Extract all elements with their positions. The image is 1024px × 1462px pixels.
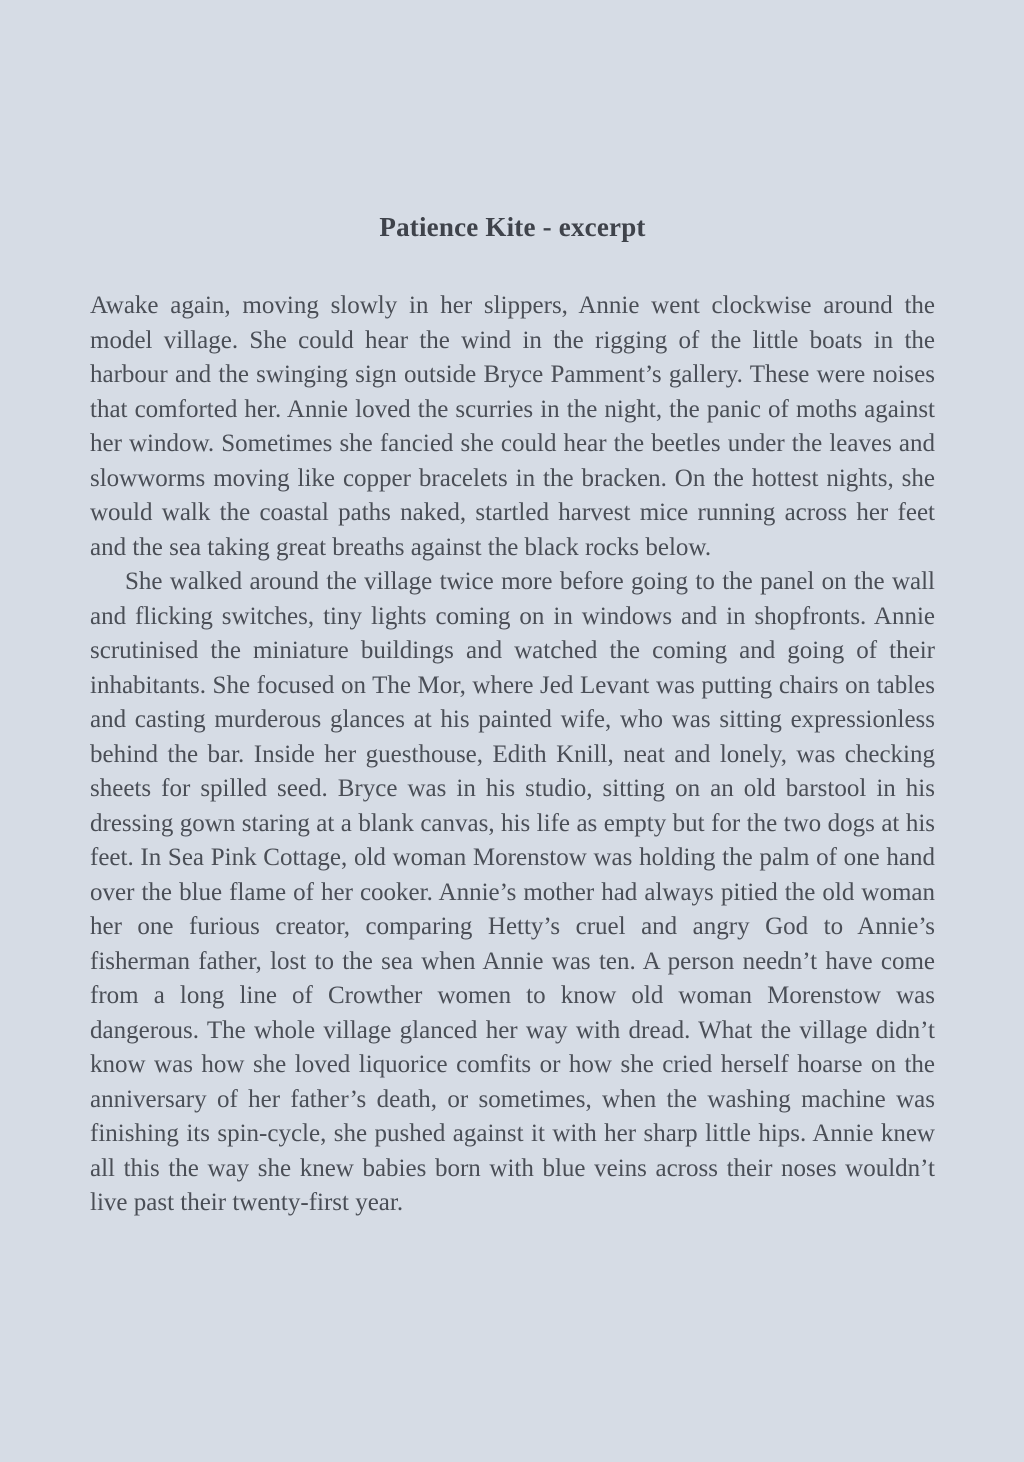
paragraph-2: She walked around the village twice more before going to the panel on the wall and flicking switches, tiny lights coming on in windows and in shopfronts. Annie scrutinised the miniature buildings and watched the coming and going of their inhabitants. She focused on The Mor, where Jed Levant was putting chairs on tables and casting murderous glances at his painted wife, who was sitting expressionless behind the bar. Inside her guesthouse, Edith Knill, neat and lonely, was checking sheets for spilled seed. Bryce was in his studio, sitting on an old barstool in his dressing gown staring at a blank canvas, his life as empty but for the two dogs at his feet. In Sea Pink Cottage, old woman Morenstow was holding the palm of one hand over the blue flame of her cooker. Annie’s mother had always pitied the old woman her one furious creator, comparing Hetty’s cruel and angry God to Annie’s fisherman father, lost to the sea when Annie was ten. A person needn’t have come from a long line of Crowther women to know old woman Morenstow was dangerous. The whole village glanced her way with dread. What the village didn’t know was how she loved liquorice comfits or how she cried herself hoarse on the anniversary of her father’s death, or sometimes, when the washing machine was finishing its spin-cycle, she pushed against it with her sharp little hips. Annie knew all this the way she knew babies born with blue veins across their noses wouldn’t live past their twenty-first year. — [90, 568, 935, 1216]
page-title: Patience Kite - excerpt — [379, 212, 646, 242]
paragraph-1: Awake again, moving slowly in her slippers, Annie went clockwise around the model village. She could hear the wind in the rigging of the little boats in the harbour and the swinging sign outside Bryce Pamment’s gallery. These were noises that comforted her. Annie loved the scurries in the night, the panic of moths against her window. Sometimes she fancied she could hear the beetles under the leaves and slowworms moving like copper bracelets in the bracken. On the hottest nights, she would walk the coastal paths naked, startled harvest mice running across her feet and the sea taking great breaths against the black rocks below. — [90, 292, 935, 561]
body-text — [90, 289, 935, 1221]
